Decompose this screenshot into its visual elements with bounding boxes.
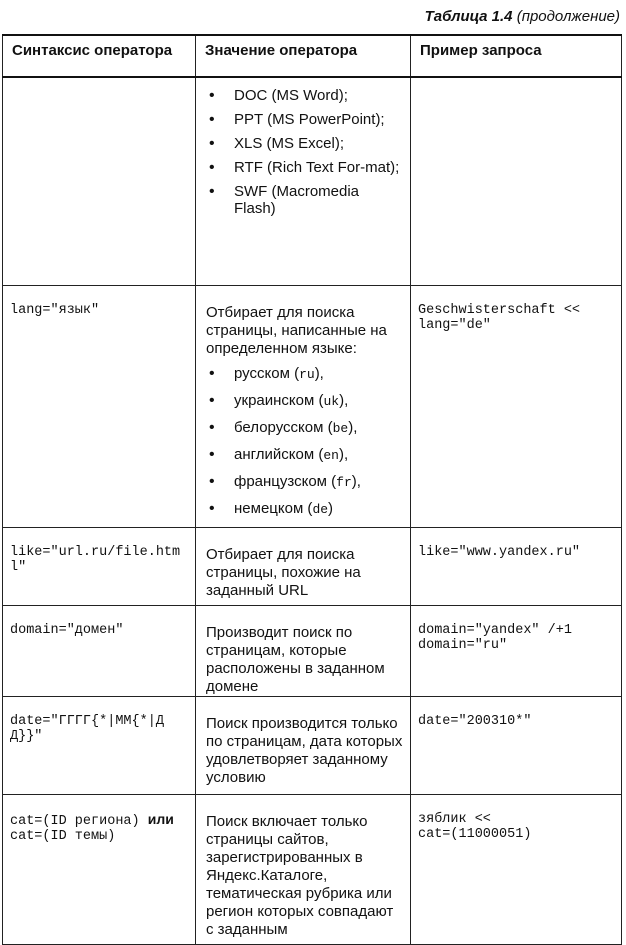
- list-item: • XLS (MS Excel);: [206, 135, 404, 152]
- meaning-cell: [196, 77, 411, 285]
- example-cell: [411, 605, 622, 696]
- meaning-text: Производит поиск по страницам, которые расположены в заданном домене: [206, 623, 385, 695]
- meaning-text: Поиск включает только страницы сайтов, зарегистрированных в Яндекс.Каталоге, тематическая рубрика или регион которых совпадают с заданным: [206, 812, 394, 938]
- syntax-text: cat=(ID региона) или cat=(ID темы): [10, 810, 174, 844]
- example-cell: [411, 77, 622, 285]
- table-row: [3, 527, 622, 605]
- list-item: • белорусском (be),: [206, 419, 404, 438]
- example-text: зяблик << cat=(11000051): [418, 811, 532, 842]
- syntax-text: lang="язык": [10, 302, 100, 318]
- table-continuation: (продолжение): [516, 8, 620, 25]
- list-item: • SWF (Macromedia Flash): [206, 183, 404, 217]
- table-row: [3, 696, 622, 794]
- example-cell: [411, 527, 622, 605]
- header-example: Пример запроса: [411, 35, 622, 77]
- format-list: [196, 78, 410, 217]
- table-row: [3, 285, 622, 527]
- example-cell: [411, 696, 622, 794]
- list-item: • украинском (uk),: [206, 392, 404, 411]
- list-item: • английском (en),: [206, 446, 404, 465]
- table-caption: [425, 8, 620, 25]
- meaning-cell: [196, 285, 411, 527]
- list-item: • RTF (Rich Text For-mat);: [206, 159, 404, 176]
- meaning-cell: [196, 696, 411, 794]
- list-item: • PPT (MS PowerPoint);: [206, 111, 404, 128]
- meaning-text: Отбирает для поиска страницы, написанные на определенном языке:: [206, 303, 387, 357]
- syntax-cell: [3, 77, 196, 285]
- syntax-cell: [3, 794, 196, 944]
- example-cell: [411, 794, 622, 944]
- meaning-cell: [196, 527, 411, 605]
- example-text: Geschwisterschaft << lang="de": [418, 302, 581, 333]
- table-row: [3, 605, 622, 696]
- syntax-cell: [3, 285, 196, 527]
- meaning-text: Поиск производится только по страницам, дата которых удовлетворяет заданному условию: [206, 714, 403, 786]
- language-list: [196, 358, 410, 519]
- syntax-text: domain="домен": [10, 622, 124, 638]
- header-syntax: Синтаксис оператора: [3, 35, 196, 77]
- meaning-cell: [196, 605, 411, 696]
- example-cell: [411, 285, 622, 527]
- list-item: • немецком (de): [206, 500, 404, 519]
- table-row: [3, 794, 622, 944]
- header-row: [3, 35, 622, 77]
- header-meaning: Значение оператора: [196, 35, 411, 77]
- list-item: • русском (ru),: [206, 365, 404, 384]
- example-text: like="www.yandex.ru": [418, 544, 581, 560]
- list-item: • французском (fr),: [206, 473, 404, 492]
- meaning-cell: [196, 794, 411, 944]
- syntax-text: date="ГГГГ{*|ММ{*|ДД}}": [10, 713, 164, 744]
- list-item: • DOC (MS Word);: [206, 87, 404, 104]
- syntax-cell: [3, 605, 196, 696]
- table-row: [3, 77, 622, 285]
- example-text: date="200310*": [418, 713, 532, 729]
- table-number: Таблица 1.4: [424, 8, 513, 25]
- operators-table: [2, 34, 622, 945]
- syntax-text: like="url.ru/file.html": [10, 544, 181, 575]
- example-text: domain="yandex" /+1 domain="ru": [418, 622, 572, 653]
- syntax-cell: [3, 696, 196, 794]
- meaning-text: Отбирает для поиска страницы, похожие на заданный URL: [206, 545, 361, 599]
- syntax-cell: [3, 527, 196, 605]
